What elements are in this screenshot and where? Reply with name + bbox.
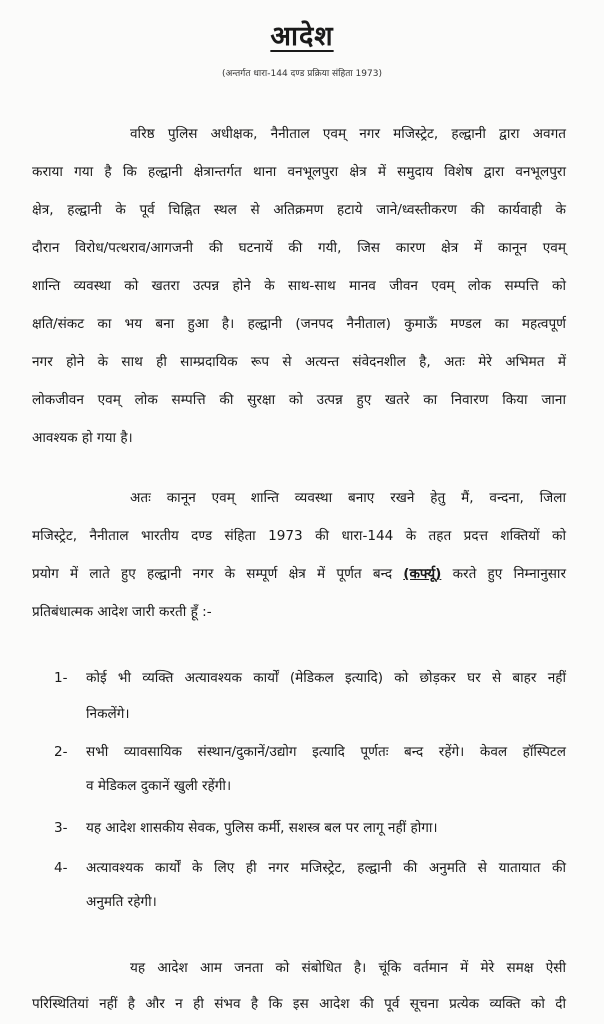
document-title: आदेश <box>270 21 334 52</box>
para1-line: कराया गया है कि हल्द्वानी क्षेत्रान्तर्गत थाना वनभूलपुरा क्षेत्र में समुदाय विशेष द्वारा वनभूलपुरा <box>32 164 566 180</box>
para1-line: वरिष्ठ पुलिस अधीक्षक, नैनीताल एवम् नगर मजिस्ट्रेट, हल्द्वानी द्वारा अवगत <box>130 126 566 142</box>
item-number: 1- <box>54 670 68 686</box>
item-number: 2- <box>54 744 68 760</box>
para1-line: लोकजीवन एवम् लोक सम्पत्ति की सुरक्षा को उत्पन्न हुए खतरे का निवारण किया जाना <box>32 392 566 408</box>
document-subtitle: (अन्तर्गत धारा-144 दण्ड प्रक्रिया संहिता 1973) <box>222 69 382 79</box>
para2-line-curfew: प्रयोग में लाते हुए हल्द्वानी नगर के सम्पूर्ण क्षेत्र में पूर्णत बन्द (कर्फ्यू) करते हुए निम्नानुसार <box>32 566 567 582</box>
para1-line: नगर होने के साथ ही साम्प्रदायिक रूप से अत्यन्त संवेदनशील है, अतः मेरे अभिमत में <box>32 354 566 370</box>
para2-line: मजिस्ट्रेट, नैनीताल भारतीय दण्ड संहिता 1973 की धारा-144 के तहत प्रदत्त शक्तियों को <box>32 528 566 544</box>
item-number: 4- <box>54 860 68 876</box>
item-line: व मेडिकल दुकानें खुली रहेंगी। <box>86 778 232 794</box>
item-line: सभी व्यावसायिक संस्थान/दुकानें/उद्योग इत्यादि पूर्णतः बन्द रहेंगे। केवल हॉस्पिटल <box>86 744 566 760</box>
para1-line: शान्ति व्यवस्था को खतरा उत्पन्न होने के साथ-साथ मानव जीवन एवम् लोक सम्पत्ति को <box>32 278 566 294</box>
item-line: अनुमति रहेगी। <box>86 894 157 910</box>
para2-line: प्रतिबंधात्मक आदेश जारी करती हूँ :- <box>32 604 212 620</box>
para1-line: क्षेत्र, हल्द्वानी के पूर्व चिह्नित स्थल से अतिक्रमण हटाये जाने/ध्वस्तीकरण की कार्यवाही के <box>32 202 566 218</box>
para3-line: यह आदेश आम जनता को संबोधित है। चूंकि वर्तमान में मेरे समक्ष ऐसी <box>130 960 566 976</box>
item-line: यह आदेश शासकीय सेवक, पुलिस कर्मी, सशस्त्र बल पर लागू नहीं होगा। <box>86 820 438 836</box>
para2-line: अतः कानून एवम् शान्ति व्यवस्था बनाए रखने हेतु मैं, वन्दना, जिला <box>130 490 566 506</box>
item-line: कोई भी व्यक्ति अत्यावश्यक कार्यों (मेडिकल इत्यादि) को छोड़कर घर से बाहर नहीं <box>86 670 566 686</box>
para1-line: आवश्यक हो गया है। <box>32 430 133 446</box>
para1-line: क्षति/संकट का भय बना हुआ है। हल्द्वानी (जनपद नैनीताल) कुमाऊँ मण्डल का महत्वपूर्ण <box>32 316 566 332</box>
curfew-term: (कर्फ्यू) <box>403 566 442 582</box>
item-line: निकलेंगे। <box>86 706 130 722</box>
item-line: अत्यावश्यक कार्यों के लिए ही नगर मजिस्ट्रेट, हल्द्वानी की अनुमति से यातायात की <box>86 860 566 876</box>
para3-line: परिस्थितियां नहीं है और न ही संभव है कि इस आदेश की पूर्व सूचना प्रत्येक व्यक्ति को दी <box>32 996 566 1012</box>
item-number: 3- <box>54 820 68 836</box>
para1-line: दौरान विरोध/पत्थराव/आगजनी की घटनायें की गयी, जिस कारण क्षेत्र में कानून एवम् <box>32 240 566 256</box>
